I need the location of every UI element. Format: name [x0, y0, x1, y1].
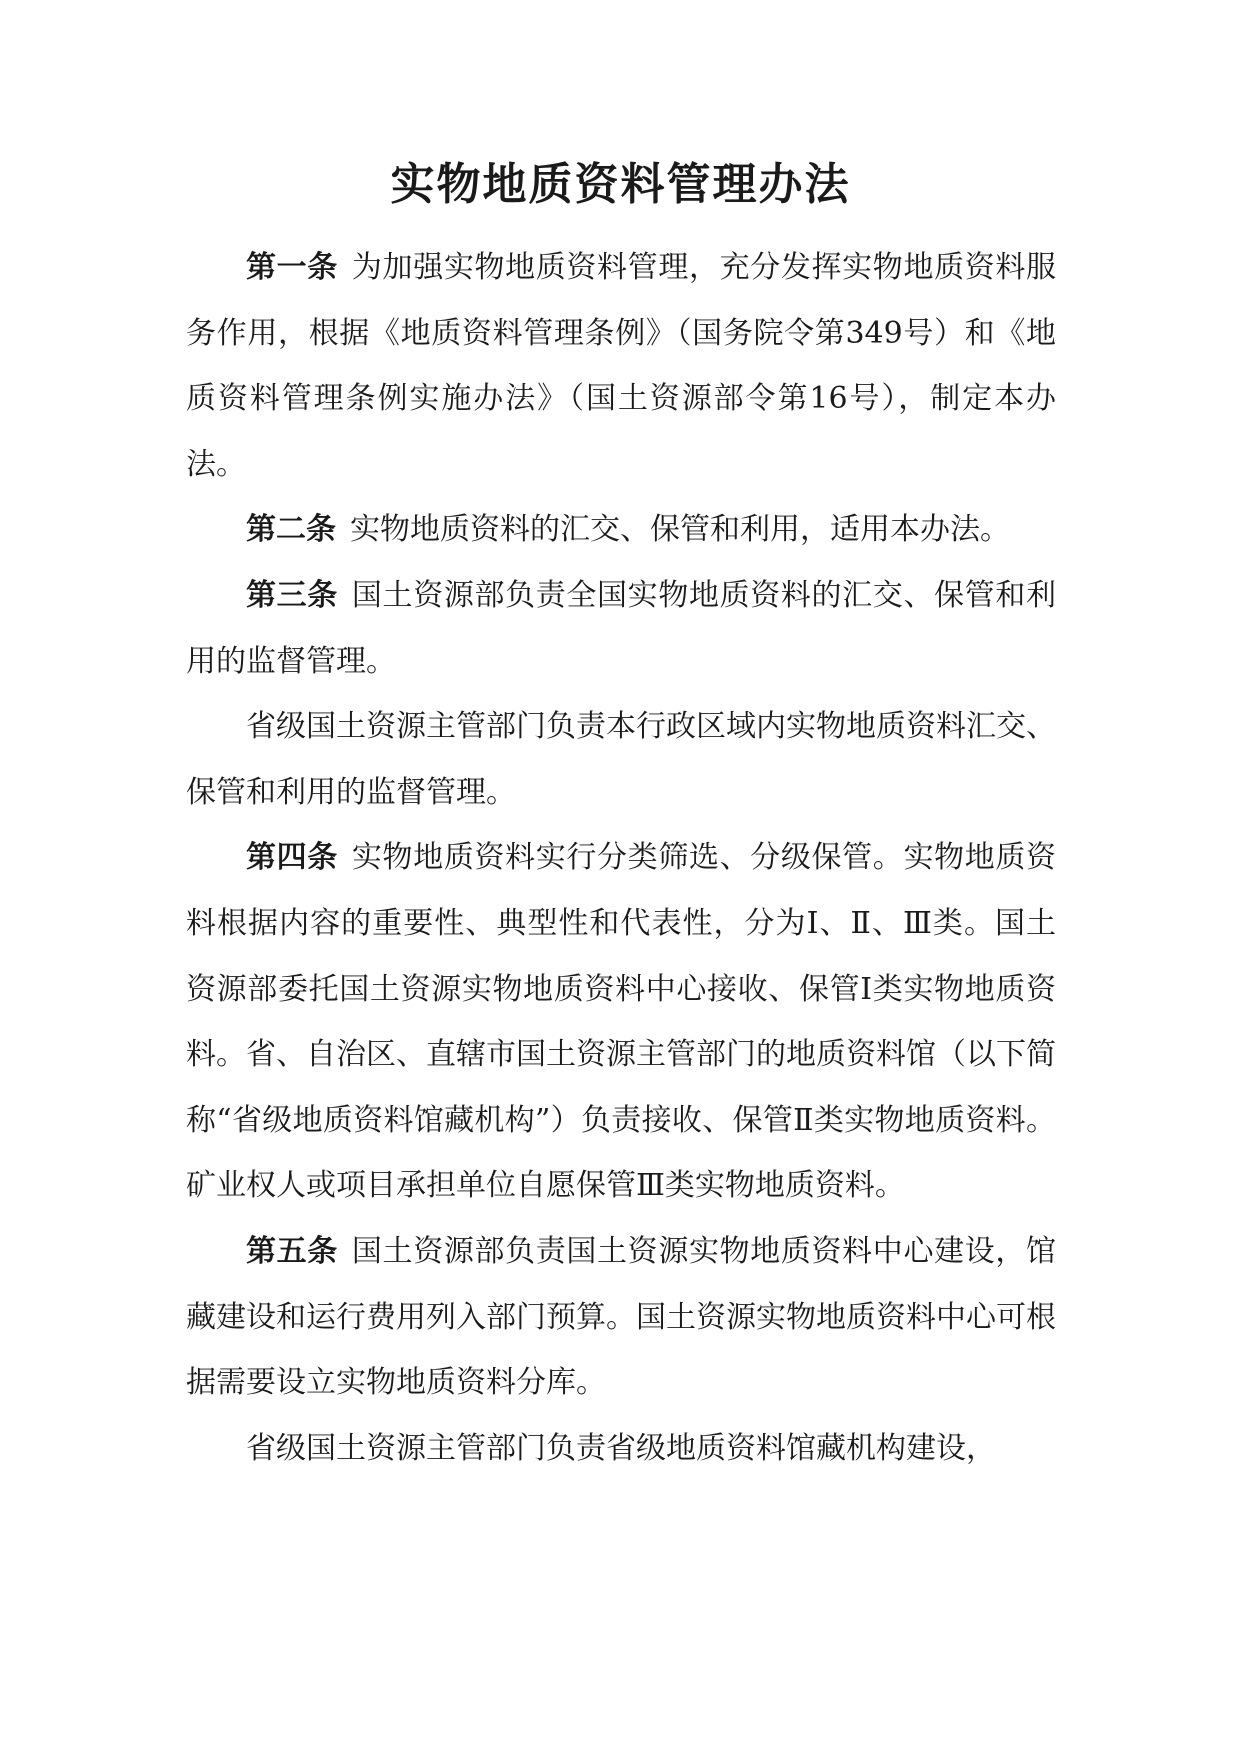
article-number: 第二条	[246, 512, 336, 548]
document-body	[186, 235, 1056, 1481]
article-text: 国土资源部负责全国实物地质资料的汇交、保管和利用的监督管理。	[186, 577, 1057, 679]
article-text: 实物地质资料实行分类筛选、分级保管。实物地质资料根据内容的重要性、典型性和代表性，分为Ⅰ、Ⅱ、Ⅲ类。国土资源部委托国土资源实物地质资料中心接收、保管Ⅰ类实物地质资料。省、自治区、直辖市国土资源主管部门的地质资料馆（以下简称“省级地质资料馆藏机构”）负责接收、保管Ⅱ类实物地质资料。矿业权人或项目承担单位自愿保管Ⅲ类实物地质资料。	[186, 840, 1057, 1204]
document-title: 实物地质资料管理办法	[390, 159, 851, 210]
article-number: 第三条	[246, 577, 338, 613]
article-number: 第一条	[246, 250, 338, 285]
article-text: 省级国土资源主管部门负责省级地质资料馆藏机构建设，	[246, 1430, 996, 1466]
paragraph-article-3	[186, 563, 1056, 694]
article-text: 实物地质资料的汇交、保管和利用，适用本办法。	[350, 512, 1010, 548]
paragraph-article-3-cont	[186, 694, 1056, 825]
paragraph-article-1	[186, 235, 1056, 497]
paragraph-article-4	[186, 825, 1056, 1219]
article-text: 为加强实物地质资料管理，充分发挥实物地质资料服务作用，根据《地质资料管理条例》（国务院令第349号）和《地质资料管理条例实施办法》（国土资源部令第16号），制定本办法。	[186, 250, 1057, 482]
paragraph-article-5-cont	[186, 1416, 1056, 1482]
paragraph-article-2	[186, 497, 1056, 563]
article-text: 国土资源部负责国土资源实物地质资料中心建设，馆藏建设和运行费用列入部门预算。国土资源实物地质资料中心可根据需要设立实物地质资料分库。	[186, 1233, 1057, 1401]
article-number: 第五条	[246, 1233, 338, 1269]
article-number: 第四条	[246, 840, 338, 876]
paragraph-article-5	[186, 1219, 1056, 1416]
article-text: 省级国土资源主管部门负责本行政区域内实物地质资料汇交、保管和利用的监督管理。	[186, 709, 1056, 810]
